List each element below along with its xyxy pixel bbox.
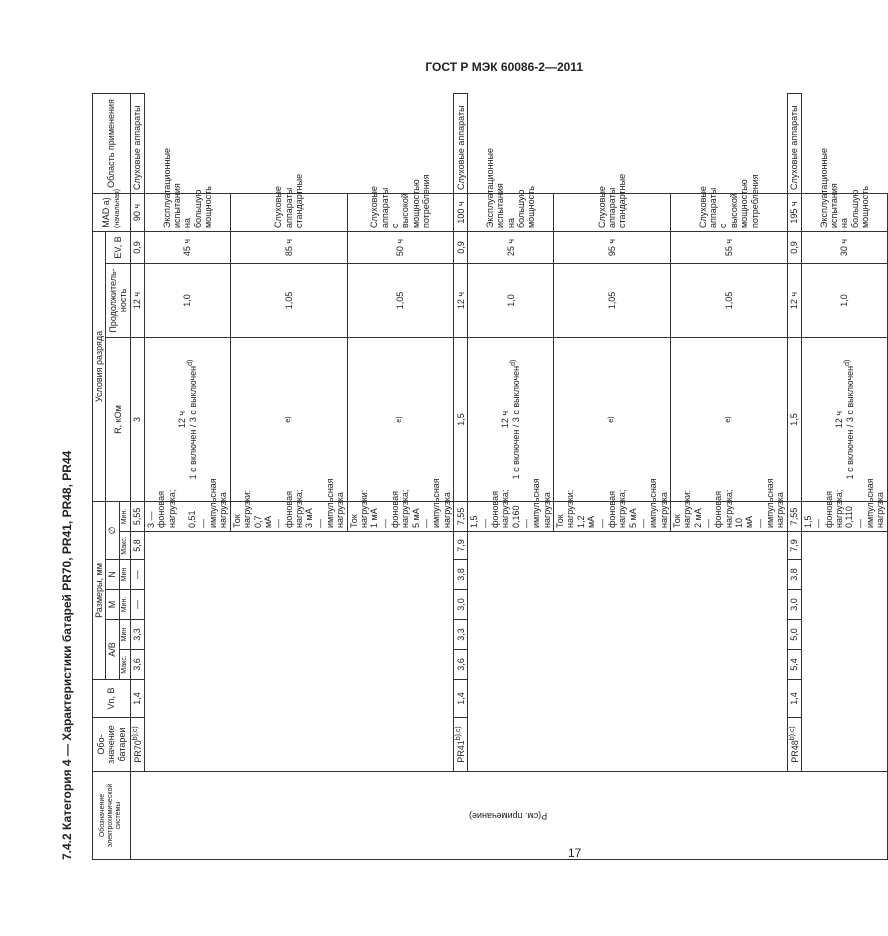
- r-value: 1,5 — фоновая нагрузка; 0,110 — импульсная нагрузка: [802, 502, 888, 532]
- r-value: 3 — фоновая нагрузка; 0,51 — импульсная нагрузка: [145, 502, 231, 532]
- ab-min-value: 3,3: [130, 620, 144, 650]
- area-value: Слуховые аппараты стандартные: [230, 194, 347, 232]
- n-min-value: —: [130, 560, 144, 590]
- ab-min-value: 3,3: [454, 620, 468, 650]
- col-ab-max: Макс.: [119, 650, 130, 680]
- ev-value: 1,05: [554, 264, 671, 338]
- vn-value: 1,4: [787, 680, 801, 718]
- n-min-value: 3,8: [454, 560, 468, 590]
- table-row: [802, 94, 888, 860]
- duration-value: e): [230, 338, 347, 502]
- r-value: Ток нагрузки: 1 мА — фоновая нагрузка; 5 мА — импульсная нагрузка: [347, 502, 453, 532]
- area-value: Слуховые аппараты: [130, 94, 144, 194]
- col-discharge: Условия разряда: [93, 232, 106, 502]
- phi-min-value: 7,55: [787, 502, 801, 532]
- ev-value: 0,9: [454, 232, 468, 264]
- area-value: Слуховые аппараты: [787, 94, 801, 194]
- col-vn: Vn, В: [93, 680, 131, 718]
- duration-value: 12 ч 1 с включен / 3 с выключен$^{d)}$: [802, 338, 888, 502]
- mad-value: 195 ч: [787, 194, 801, 232]
- r-value: Ток нагрузки: 2 мА — фоновая нагрузка; 10 мА — импульсная нагрузка: [670, 502, 787, 532]
- ab-max-value: 3,6: [130, 650, 144, 680]
- phi-min-value: 5,55: [130, 502, 144, 532]
- mad-value: 50 ч: [347, 232, 453, 264]
- col-sizes: Размеры, мм: [93, 502, 106, 680]
- duration-value: e): [554, 338, 671, 502]
- table-row: [145, 94, 231, 860]
- col-m: M: [106, 590, 119, 620]
- duration-value: 12 ч: [130, 264, 144, 338]
- area-value: Эксплуатационные испытания на большую мощность: [145, 194, 231, 232]
- ev-value: 1,0: [468, 264, 554, 338]
- col-phi-min: Мин.: [119, 502, 130, 532]
- page-number: 17: [568, 846, 582, 860]
- mad-value: 95 ч: [554, 232, 671, 264]
- duration-value: 12 ч 1 с включен / 3 с выключен$^{d)}$: [468, 338, 554, 502]
- col-ev: EV, В: [106, 232, 130, 264]
- col-r: R, кОм: [106, 338, 130, 502]
- col-ab-min: Мин: [119, 620, 130, 650]
- col-mad: MAD а) (начальная): [93, 194, 131, 232]
- ab-max-value: 5,4: [787, 650, 801, 680]
- phi-min-value: 7,55: [454, 502, 468, 532]
- area-value: Слуховые аппараты с высокой мощностью потребления: [670, 194, 787, 232]
- table-caption: 7.4.2 Категория 4 — Характеристики батарей PR70, PR41, PR48, PR44: [60, 450, 74, 860]
- mad-value: 100 ч: [454, 194, 468, 232]
- m-min-value: 3,0: [454, 590, 468, 620]
- mad-value: 25 ч: [468, 232, 554, 264]
- area-value: Слуховые аппараты: [454, 94, 468, 194]
- empty-cell: [802, 532, 888, 772]
- col-m-min: Мин.: [119, 590, 130, 620]
- col-phi: ∅: [106, 502, 119, 560]
- area-value: Эксплуатационные испытания на большую мощность: [802, 194, 888, 232]
- r-value: 1,5: [454, 338, 468, 502]
- table-row: [454, 94, 468, 860]
- col-battery: Обо-значение батареи: [93, 718, 131, 772]
- battery-name: $PR41^{b),c)}$: [454, 718, 468, 772]
- duration-value: 12 ч: [787, 264, 801, 338]
- mad-value: 90 ч: [130, 194, 144, 232]
- col-phi-max: Макс.: [119, 532, 130, 560]
- col-area: Область применения: [93, 94, 131, 194]
- col-ab: A/B: [106, 620, 119, 680]
- r-value: 1,5 — фоновая нагрузка; 0,160 — импульсная нагрузка: [468, 502, 554, 532]
- empty-cell: [468, 532, 787, 772]
- col-n-min: Мин: [119, 560, 130, 590]
- m-min-value: —: [130, 590, 144, 620]
- mad-value: 45 ч: [145, 232, 231, 264]
- r-value: 1,5: [787, 338, 801, 502]
- duration-value: e): [670, 338, 787, 502]
- duration-value: 12 ч: [454, 264, 468, 338]
- mad-value: 30 ч: [802, 232, 888, 264]
- ev-value: 0,9: [787, 232, 801, 264]
- r-value: Ток нагрузки: 1,2 мА — фоновая нагрузка; 5 мА — импульсная нагрузка: [554, 502, 671, 532]
- system-cell: P(см. примечание): [130, 772, 887, 860]
- n-min-value: 3,8: [787, 560, 801, 590]
- area-value: Эксплуатационные испытания на большую мощность: [468, 194, 554, 232]
- area-value: Слуховые аппараты стандартные: [554, 194, 671, 232]
- ab-max-value: 3,6: [454, 650, 468, 680]
- col-system: Обозначение электрохимической системы: [93, 772, 131, 860]
- duration-value: e): [347, 338, 453, 502]
- standard-header: ГОСТ Р МЭК 60086-2—2011: [425, 60, 583, 74]
- mad-value: 85 ч: [230, 232, 347, 264]
- mad-value: 55 ч: [670, 232, 787, 264]
- col-n: N: [106, 560, 119, 590]
- ev-value: 1,0: [145, 264, 231, 338]
- table-row: [787, 94, 801, 860]
- area-value: Слуховые аппараты с высокой мощностью потребления: [347, 194, 453, 232]
- table-row: [130, 94, 144, 860]
- ev-value: 0,9: [130, 232, 144, 264]
- empty-cell: [145, 532, 454, 772]
- r-value: 3: [130, 338, 144, 502]
- r-value: Ток нагрузки: 0,7 мА — фоновая нагрузка; 3 мА — импульсная нагрузка: [230, 502, 347, 532]
- vn-value: 1,4: [454, 680, 468, 718]
- table-row: [468, 94, 554, 860]
- phi-max-value: 7,9: [787, 532, 801, 560]
- ev-value: 1,05: [230, 264, 347, 338]
- col-duration: Продолжитель-ность: [106, 264, 130, 338]
- duration-value: 12 ч 1 с включен / 3 с выключен$^{d)}$: [145, 338, 231, 502]
- battery-name: $PR48^{b),c)}$: [787, 718, 801, 772]
- battery-characteristics-table: [92, 93, 888, 860]
- phi-max-value: 7,9: [454, 532, 468, 560]
- ev-value: 1,0: [802, 264, 888, 338]
- phi-max-value: 5,8: [130, 532, 144, 560]
- ev-value: 1,05: [670, 264, 787, 338]
- ab-min-value: 5,0: [787, 620, 801, 650]
- vn-value: 1,4: [130, 680, 144, 718]
- m-min-value: 3,0: [787, 590, 801, 620]
- ev-value: 1,05: [347, 264, 453, 338]
- battery-name: $PR70^{b),c)}$: [130, 718, 144, 772]
